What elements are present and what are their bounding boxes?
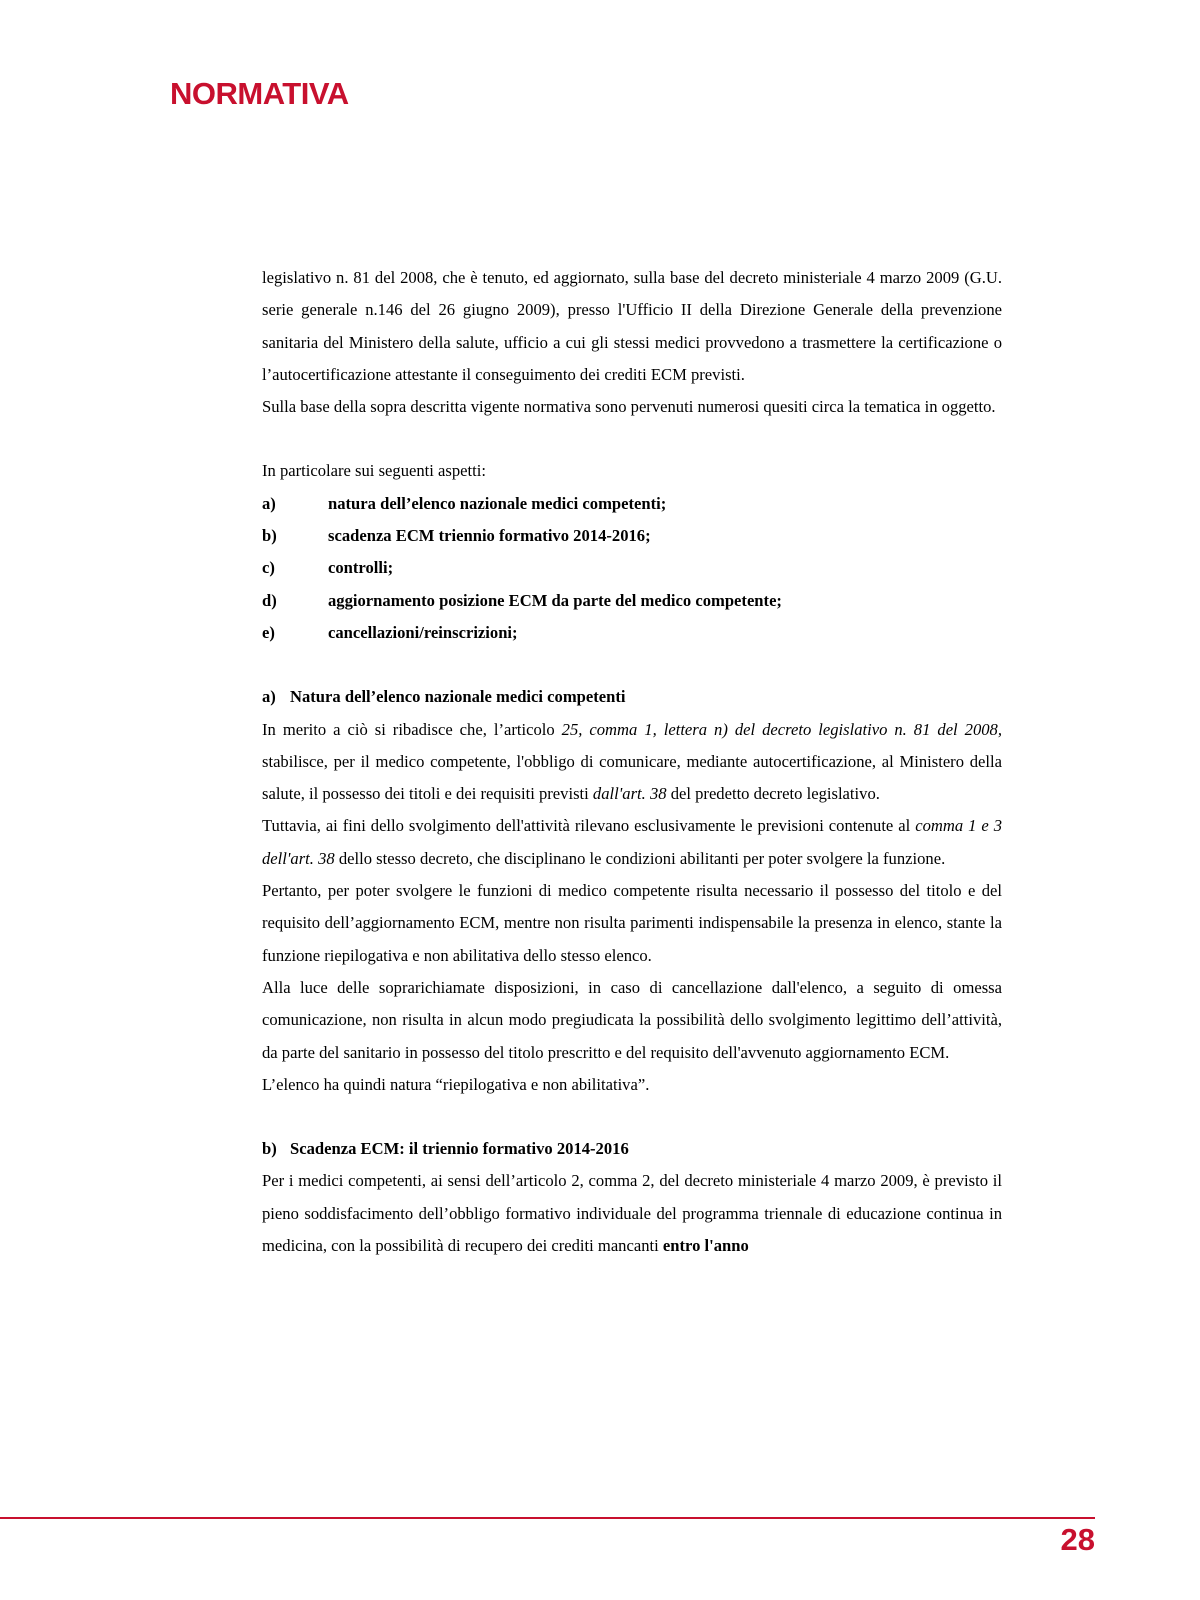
- paragraph: legislativo n. 81 del 2008, che è tenuto, ed aggiornato, sulla base del decreto ministeriale 4 marzo 2009 (G.U. serie generale n.146 del 26 giugno 2009), presso l'Ufficio II della Direzione Generale della prevenzione sanitaria del Ministero della salute, ufficio a cui gli stessi medici provvedono a trasmettere la certificazione o l’autocertificazione attestante il conseguimento dei crediti ECM previsti.: [262, 268, 1002, 384]
- paragraph: [262, 1165, 1002, 1262]
- list-item-letter: b): [262, 526, 277, 546]
- text-run: Tuttavia, ai fini dello svolgimento dell'attività rilevano esclusivamente le previsioni contenute al: [262, 816, 916, 836]
- list-item-letter: c): [262, 558, 275, 578]
- list-item: [262, 520, 1002, 552]
- list-item-letter: e): [262, 622, 275, 642]
- list-item: [262, 617, 1002, 649]
- list-intro: In particolare sui seguenti aspetti:: [262, 461, 486, 481]
- section-title: NORMATIVA: [170, 76, 349, 111]
- subsection-heading-b: [262, 1133, 1002, 1165]
- text-run: dello stesso decreto, che disciplinano le condizioni abilitanti per poter svolgere la funzione.: [334, 848, 946, 868]
- list-item-text: scadenza ECM triennio formativo 2014-2016;: [328, 526, 651, 546]
- italic-run: dall'art. 38: [592, 784, 667, 804]
- paragraph: [262, 714, 1002, 811]
- paragraph: [262, 810, 1002, 875]
- paragraph: L’elenco ha quindi natura “riepilogativa e non abilitativa”.: [262, 1074, 650, 1094]
- list-item-text: natura dell’elenco nazionale medici competenti;: [328, 493, 667, 513]
- list-item-letter: a): [262, 493, 276, 513]
- subsection-heading-a: [262, 681, 1002, 713]
- italic-run: comma 1 e 3 dell'art. 38: [262, 816, 1002, 868]
- paragraph: Pertanto, per poter svolgere le funzioni di medico competente risulta necessario il possesso del titolo e del requisito dell’aggiornamento ECM, mentre non risulta parimenti indispensabile la presenza in elenco, stante la funzione riepilogativa e non abilitativa dello stesso elenco.: [262, 881, 1002, 965]
- italic-run: 25, comma 1, lettera n) del decreto legislativo n. 81 del 2008,: [561, 719, 1002, 739]
- text-run: stabilisce, per il medico competente, l'obbligo di comunicare, mediante autocertificazione, al Ministero della salute, il possesso dei titoli e dei requisiti previsti: [262, 751, 1002, 804]
- document-body: [262, 262, 1002, 1262]
- list-item: [262, 585, 1002, 617]
- text-run: del predetto decreto legislativo.: [666, 784, 880, 804]
- list-item-text: cancellazioni/reinscrizioni;: [328, 622, 518, 642]
- text-run: In merito a ciò si ribadisce che, l’articolo: [262, 719, 562, 739]
- bold-run: entro l'anno: [662, 1236, 749, 1256]
- paragraph: Sulla base della sopra descritta vigente normativa sono pervenuti numerosi quesiti circa la tematica in oggetto.: [262, 397, 996, 417]
- list-item-text: aggiornamento posizione ECM da parte del medico competente;: [328, 590, 782, 610]
- list-item: [262, 488, 1002, 520]
- footer-rule: [0, 1517, 1095, 1519]
- list-item-text: controlli;: [328, 558, 394, 578]
- subsection-letter: b): [262, 1139, 277, 1159]
- paragraph: Alla luce delle soprarichiamate disposizioni, in caso di cancellazione dall'elenco, a seguito di omessa comunicazione, non risulta in alcun modo pregiudicata la possibilità dello svolgimento legittimo dell’attività, da parte del sanitario in possesso del titolo prescritto e del requisito dell'avvenuto aggiornamento ECM.: [262, 977, 1002, 1062]
- text-run: Per i medici competenti, ai sensi dell’articolo 2, comma 2, del decreto ministeriale 4 marzo 2009, è previsto il pieno soddisfacimento dell’obbligo formativo individuale del programma triennale di educazione continua in medicina, con la possibilità di recupero dei crediti mancanti: [262, 1171, 1002, 1256]
- page-number: 28: [1060, 1522, 1095, 1557]
- list-item: [262, 552, 1002, 584]
- list-item-letter: d): [262, 590, 277, 610]
- subsection-letter: a): [262, 687, 276, 707]
- subsection-heading-text: Scadenza ECM: il triennio formativo 2014-2016: [290, 1139, 629, 1159]
- subsection-heading-text: Natura dell’elenco nazionale medici competenti: [290, 687, 626, 707]
